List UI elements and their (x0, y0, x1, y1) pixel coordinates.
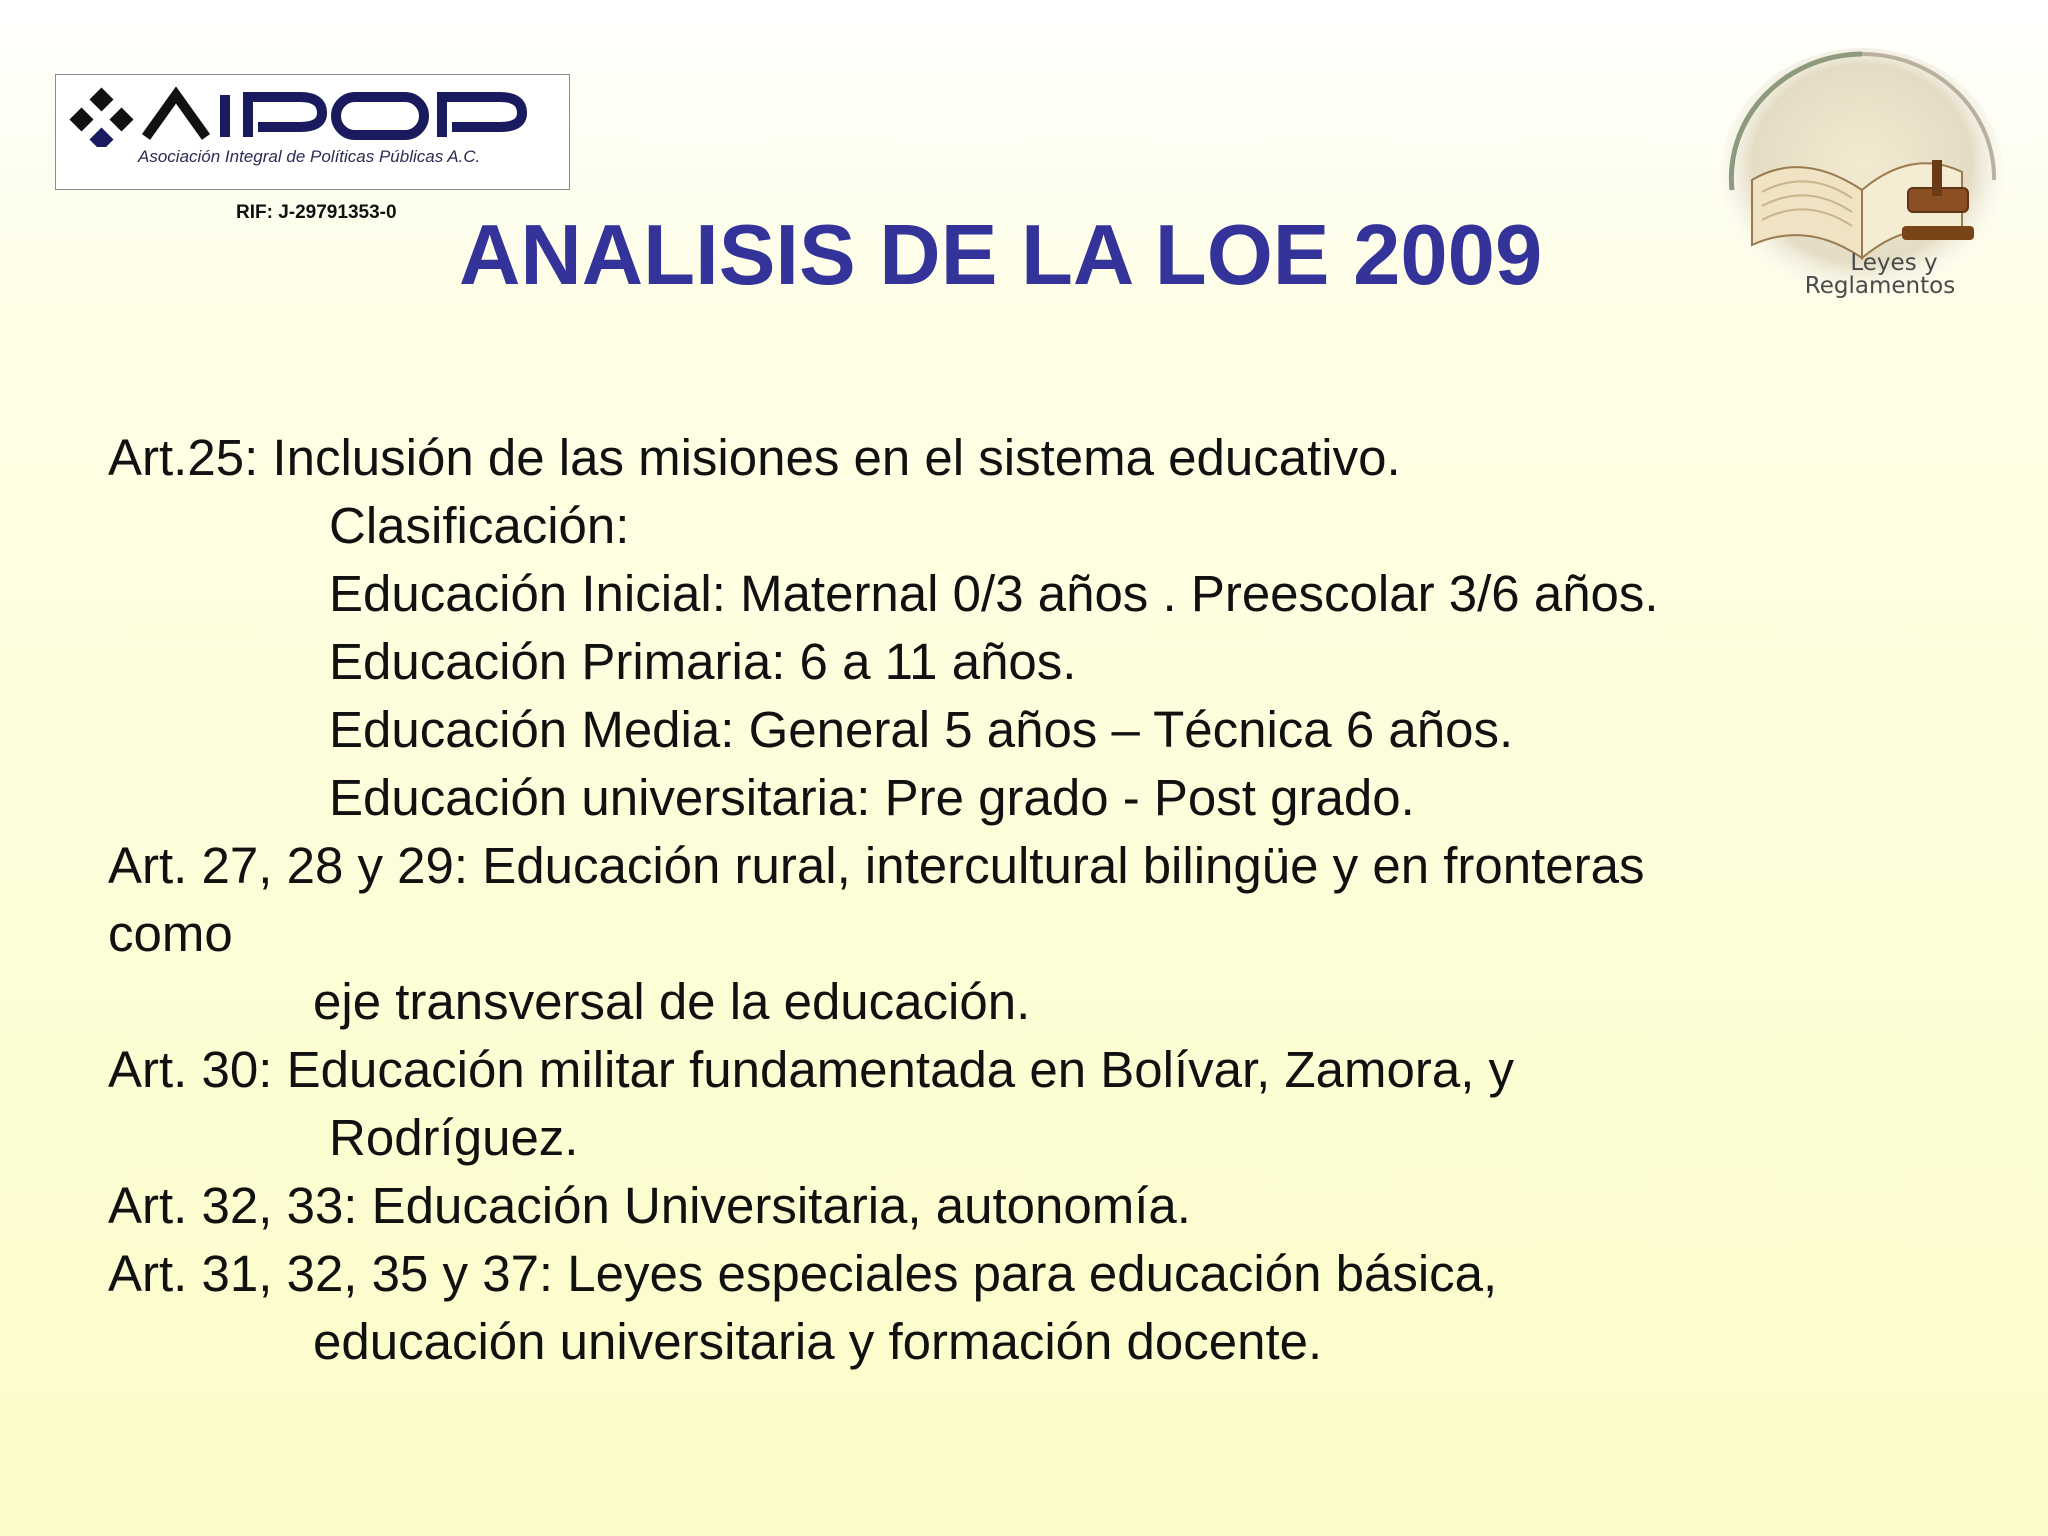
article-line: Art. 30: Educación militar fundamentada en Bolívar, Zamora, y (108, 1041, 1515, 1098)
article-line: como (108, 905, 233, 962)
article-line: Art. 27, 28 y 29: Educación rural, intercultural bilingüe y en fronteras (108, 837, 1645, 894)
article-line: Rodríguez. (329, 1109, 579, 1166)
article-line: Art.25: Inclusión de las misiones en el sistema educativo. (108, 429, 1401, 486)
article-line: Educación Media: General 5 años – Técnica 6 años. (329, 701, 1514, 758)
article-line: Art. 31, 32, 35 y 37: Leyes especiales para educación básica, (108, 1245, 1498, 1302)
logo-subtitle: Asociación Integral de Políticas Públicas A.C. (138, 147, 481, 166)
article-line: Educación universitaria: Pre grado - Post grado. (329, 769, 1415, 826)
aipop-logo (55, 74, 570, 190)
law-book-gavel-icon (1712, 40, 2008, 308)
article-line: educación universitaria y formación docente. (313, 1313, 1323, 1370)
rif-number: RIF: J-29791353-0 (236, 202, 397, 223)
page-title: ANALISIS DE LA LOE 2009 (459, 208, 1543, 303)
article-line: Art. 32, 33: Educación Universitaria, autonomía. (108, 1177, 1191, 1234)
article-line: Educación Primaria: 6 a 11 años. (329, 633, 1077, 690)
aipop-logo-mark (60, 85, 570, 147)
emblem-label-line2: Reglamentos (1804, 273, 1956, 299)
article-line: Clasificación: (329, 497, 630, 554)
emblem-label-line1: Leyes y (1850, 250, 1938, 276)
article-line: eje transversal de la educación. (313, 973, 1031, 1030)
article-line: Educación Inicial: Maternal 0/3 años . Preescolar 3/6 años. (329, 565, 1659, 622)
article-list (108, 424, 1659, 1376)
